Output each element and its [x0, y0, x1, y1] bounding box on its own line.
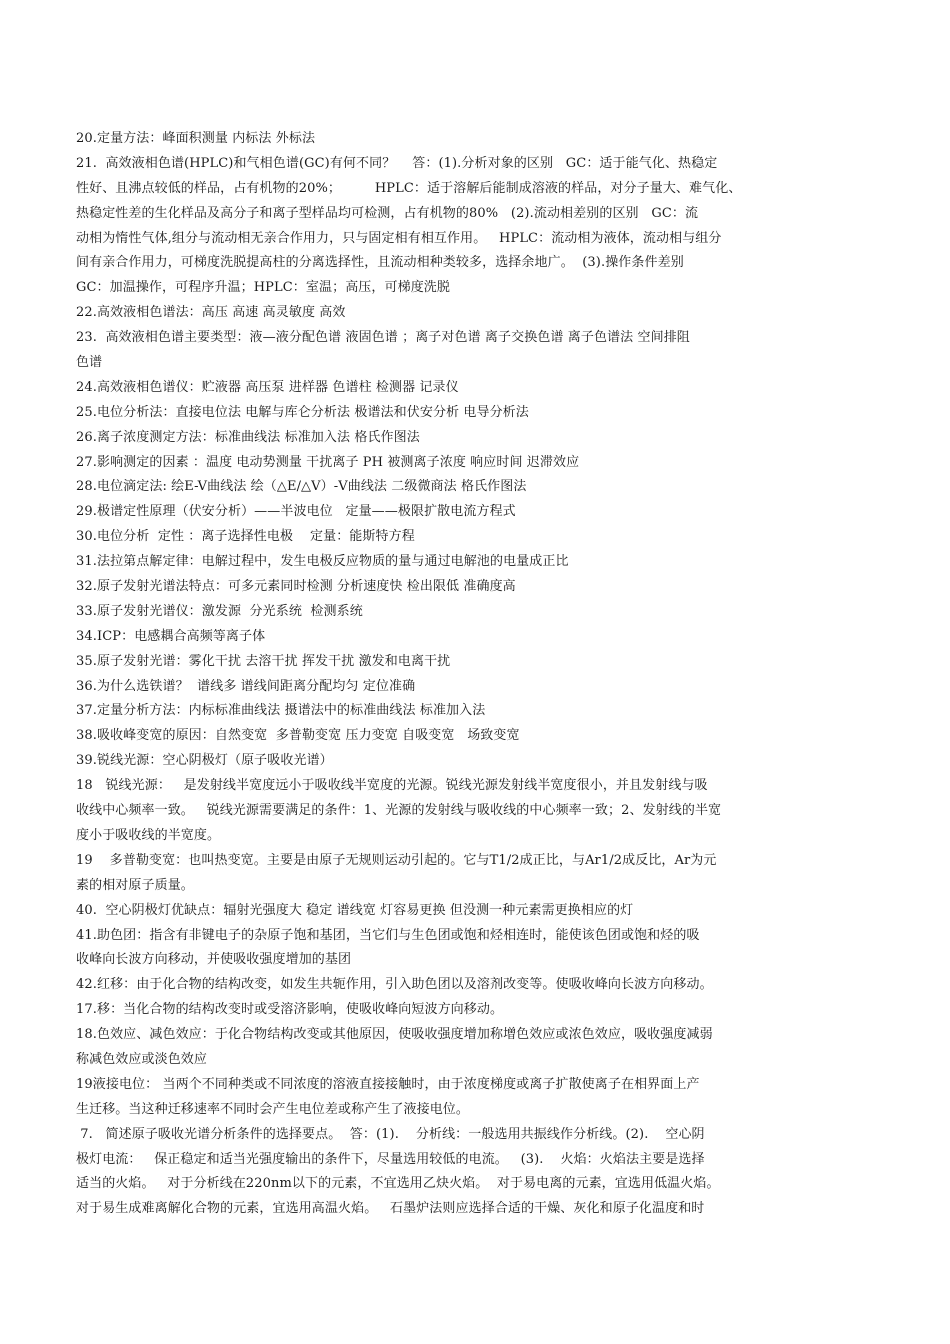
text-line: 29.极谱定性原理（伏安分析）——半波电位 定量——极限扩散电流方程式 — [76, 504, 516, 520]
text-line: 38.吸收峰变宽的原因：自然变宽 多普勒变宽 压力变宽 自吸变宽 场致变宽 — [76, 728, 520, 744]
text-line: 度小于吸收线的半宽度。 — [76, 827, 221, 843]
text-line: 31.法拉第点解定律：电解过程中，发生电极反应物质的量与通过电解池的电量成正比 — [76, 554, 569, 570]
text-line: 动相为惰性气体,组分与流动相无亲合作用力，只与固定相有相互作用。 HPLC：流动相为液体，流动相与组分 — [76, 230, 722, 246]
text-line: 17.移：当化合物的结构改变时或受溶济影响，使吸收峰向短波方向移动。 — [76, 1002, 504, 1018]
text-line: 色谱 — [76, 355, 103, 371]
document-body — [76, 127, 756, 1222]
text-line: 19液接电位： 当两个不同种类或不同浓度的溶液直接接触时，由于浓度梯度或离子扩散使离子在相界面上产 — [76, 1076, 700, 1092]
text-line: 39.锐线光源：空心阴极灯（原子吸收光谱） — [76, 753, 333, 769]
text-line: 26.离子浓度测定方法：标准曲线法 标准加入法 格氏作图法 — [76, 429, 420, 445]
text-line: 42.红移：由于化合物的结构改变，如发生共轭作用，引入助色团以及溶剂改变等。使吸收峰向长波方向移动。 — [76, 977, 713, 993]
text-line: 23. 高效液相色谱主要类型：液—液分配色谱 液固色谱 ；离子对色谱 离子交换色谱 离子色谱法 空间排阻 — [76, 330, 690, 346]
text-line: 30.电位分析 定性 ：离子选择性电极 定量：能斯特方程 — [76, 529, 415, 545]
text-line: 间有亲合作用力，可梯度洗脱提高柱的分离选择性，且流动相种类较多，选择余地广。 (3).操作条件差别 — [76, 255, 684, 271]
text-line: 21. 高效液相色谱(HPLC)和气相色谱(GC)有何不同？ 答：(1).分析对象的区别 GC：适于能气化、热稳定 — [76, 155, 718, 171]
text-line: 40. 空心阴极灯优缺点：辐射光强度大 稳定 谱线宽 灯容易更换 但没测一种元素需更换相应的灯 — [76, 902, 634, 918]
text-line: 对于易生成难离解化合物的元素，宜选用高温火焰。 石墨炉法则应选择合适的干燥、灰化和原子化温度和时 — [76, 1201, 705, 1217]
text-line: 20.定量方法：峰面积测量 内标法 外标法 — [76, 131, 316, 146]
text-line: 27.影响测定的因素 ：温度 电动势测量 干扰离子 PH 被测离子浓度 响应时间 迟滞效应 — [76, 454, 580, 470]
text-line: 28.电位滴定法: 绘E-V曲线法 绘（△E/△V）-V曲线法 二级微商法 格氏作图法 — [76, 479, 527, 495]
text-line: 25.电位分析法：直接电位法 电解与库仑分析法 极谱法和伏安分析 电导分析法 — [76, 404, 529, 420]
text-line: 18.色效应、减色效应：于化合物结构改变或其他原因，使吸收强度增加称增色效应或浓色效应，吸收强度减弱 — [76, 1027, 713, 1043]
text-line: 收峰向长波方向移动，并使吸收强度增加的基团 — [76, 952, 352, 968]
text-line: 18 锐线光源： 是发射线半宽度远小于吸收线半宽度的光源。锐线光源发射线半宽度很小，并且发射线与吸 — [76, 778, 708, 794]
text-line: 称减色效应或淡色效应 — [76, 1051, 208, 1067]
text-line: 7. 简述原子吸收光谱分析条件的选择要点。 答：(1). 分析线：一般选用共振线作分析线。(2). 空心阴 — [76, 1126, 705, 1142]
text-line: 适当的火焰。 对于分析线在220nm以下的元素，不宜选用乙炔火焰。 对于易电离的元素，宜选用低温火焰。 — [76, 1176, 720, 1192]
text-line: 32.原子发射光谱法特点：可多元素同时检测 分析速度快 检出限低 准确度高 — [76, 579, 516, 595]
text-line: 24.高效液相色谱仪：贮液器 高压泵 进样器 色谱柱 检测器 记录仪 — [76, 379, 459, 395]
text-line: 37.定量分析方法：内标标准曲线法 摄谱法中的标准曲线法 标准加入法 — [76, 703, 486, 719]
text-line: 34.ICP：电感耦合高频等离子体 — [76, 628, 266, 644]
text-line: 性好、且沸点较低的样品，占有机物的20%； HPLC：适于溶解后能制成溶液的样品，对分子量大、难气化、 — [76, 180, 742, 196]
text-line: 19 多普勒变宽：也叫热变宽。主要是由原子无规则运动引起的。它与T1/2成正比，与Ar1/2成反比，Ar为元 — [76, 852, 717, 868]
text-line: 41.助色团：指含有非键电子的杂原子饱和基团，当它们与生色团或饱和烃相连时，能使该色团或饱和烃的吸 — [76, 927, 700, 943]
text-line: 收线中心频率一致。 锐线光源需要满足的条件：1、光源的发射线与吸收线的中心频率一致；2、发射线的半宽 — [76, 803, 722, 819]
text-line: 36.为什么选铁谱？ 谱线多 谱线间距离分配均匀 定位准确 — [76, 678, 416, 694]
text-line: GC：加温操作，可程序升温；HPLC：室温；高压，可梯度洗脱 — [76, 280, 450, 296]
text-line: 22.高效液相色谱法：高压 高速 高灵敏度 高效 — [76, 305, 346, 321]
text-line: 35.原子发射光谱：雾化干扰 去溶干扰 挥发干扰 激发和电离干扰 — [76, 653, 451, 669]
text-line: 素的相对原子质量。 — [76, 877, 194, 893]
text-line: 极灯电流： 保正稳定和适当光强度输出的条件下，尽量选用较低的电流。 (3). 火焰：火焰法主要是选择 — [76, 1151, 705, 1167]
text-line: 33.原子发射光谱仪：激发源 分光系统 检测系统 — [76, 603, 363, 619]
text-line: 生迁移。当这种迁移速率不同时会产生电位差或称产生了液接电位。 — [76, 1101, 470, 1117]
text-line: 热稳定性差的生化样品及高分子和离子型样品均可检测，占有机物的80% (2).流动相差别的区别 GC：流 — [76, 205, 699, 221]
